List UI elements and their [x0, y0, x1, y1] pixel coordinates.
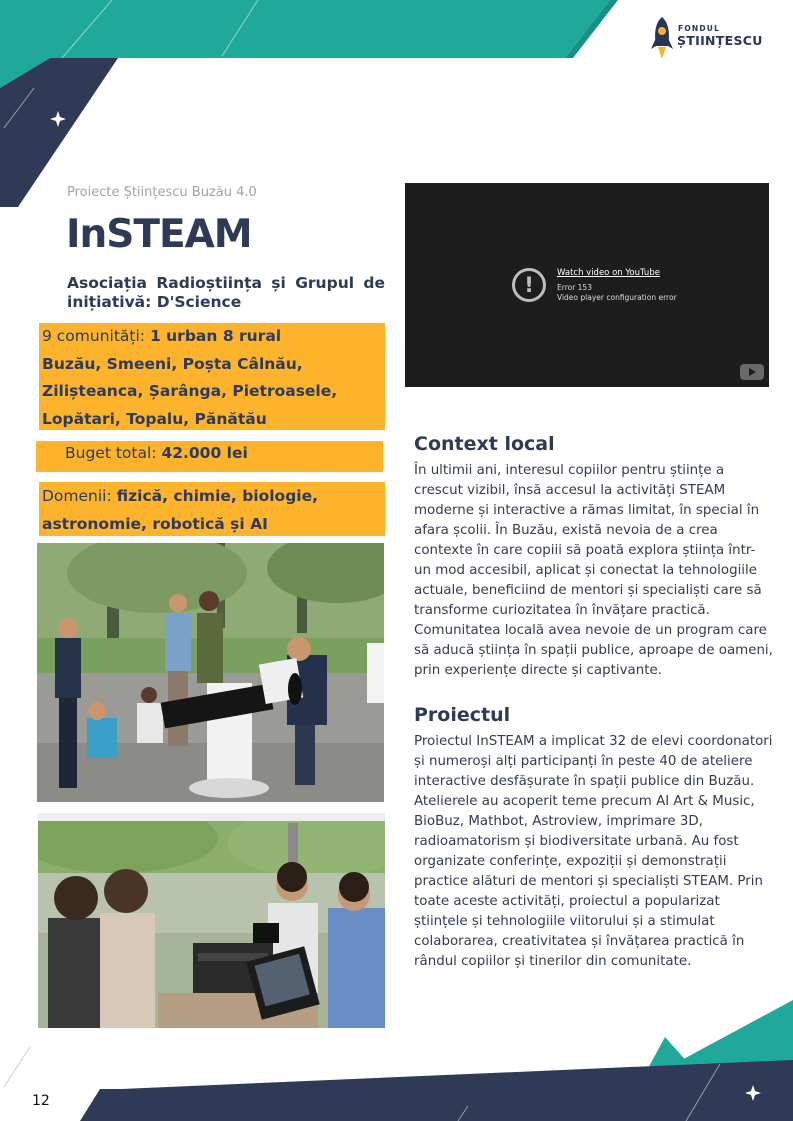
project-line: Proiectul InSTEAM a implicat 32 de elevi coordonatori — [414, 734, 773, 749]
project-line: și numeroși alți participanți în peste 40 de ateliere — [414, 754, 753, 769]
context-line: crescut vizibil, însă accesul la activități STEAM — [414, 483, 726, 498]
context-paragraph — [414, 461, 774, 681]
page-title: InSTEAM — [66, 212, 252, 257]
context-line: În ultimii ani, interesul copiilor pentru științe a — [414, 463, 725, 478]
communities-summary — [42, 323, 382, 351]
communities-label: 9 comunități: — [42, 327, 150, 345]
communities-line: Buzău, Smeeni, Poșta Câlnău, — [42, 354, 303, 373]
page-kicker: Proiecte Științescu Buzău 4.0 — [67, 185, 257, 200]
domains-value-2: astronomie, robotică și AI — [42, 515, 268, 533]
context-line: contexte în care copiii să poată explora știința într- — [414, 543, 756, 558]
project-line: interactive desfășurate în spații publice din Buzău. — [414, 774, 755, 789]
logo-text-main: ȘTIINȚESCU — [677, 33, 763, 48]
domains-line-1 — [42, 482, 382, 510]
project-line: toate aceste activități, proiectul a popularizat — [414, 894, 720, 909]
project-line: colaborarea, creativitatea și învățarea practică în — [414, 934, 745, 949]
context-line: actuale, beneficiind de mentori și specialiști care să — [414, 583, 762, 598]
project-paragraph — [414, 732, 774, 972]
project-line: Atelierele au acoperit teme precum AI Art & Music, — [414, 794, 755, 809]
logo-text-top: FONDUL — [678, 24, 721, 33]
organization-name: Asociația Radioștiința și Grupul de inițiativă: D'Science — [67, 274, 385, 311]
video-error-code: Error 153 — [557, 283, 592, 292]
context-line: afara școlii. În Buzău, există nevoia de a crea — [414, 523, 718, 538]
deco-line — [4, 1047, 30, 1087]
domains-box — [39, 482, 385, 536]
context-line: să aducă știința în spații publice, aproape de oameni, — [414, 643, 773, 658]
context-line: transforme curiozitatea în învățare practică. — [414, 603, 710, 618]
project-line: BioBuz, Mathbot, Astroview, imprimare 3D, — [414, 814, 703, 829]
watch-on-youtube-link[interactable]: Watch video on YouTube — [557, 268, 660, 278]
context-line: un mod accesibil, aplicat și conectat la tehnologiile — [414, 563, 757, 578]
youtube-logo-icon[interactable] — [740, 364, 764, 380]
budget-label: Buget total: — [65, 444, 162, 462]
project-heading: Proiectul — [414, 704, 511, 726]
page-number: 12 — [32, 1093, 50, 1109]
rocket-icon — [650, 16, 674, 60]
context-heading: Context local — [414, 433, 555, 455]
project-line: practice alături de mentori și specialiști STEAM. Prin — [414, 874, 763, 889]
context-line: prin experiențe directe și captivante. — [414, 663, 662, 678]
error-icon: ! — [512, 268, 546, 302]
communities-line: Lopătari, Topalu, Pănătău — [42, 409, 267, 428]
project-line: rândul copiilor și tinerilor din comunitate. — [414, 954, 692, 969]
project-line: organizate conferințe, expoziții și demonstrații — [414, 854, 727, 869]
communities-value: 1 urban 8 rural — [149, 327, 282, 345]
communities-box — [39, 323, 385, 430]
budget-box — [36, 441, 383, 472]
context-line: Comunitatea locală avea nevoie de un program care — [414, 623, 767, 638]
domains-label: Domenii: — [42, 487, 117, 505]
telescope-activity-photo — [37, 543, 384, 802]
fondul-stiintescu-logo — [650, 16, 770, 62]
video-error-message: Video player configuration error — [557, 293, 677, 302]
bottom-navy-band-base — [80, 1089, 700, 1121]
radio-activity-photo — [38, 813, 385, 1028]
youtube-embed[interactable] — [405, 183, 769, 387]
context-line: moderne și interactive a rămas limitat, în special în — [414, 503, 760, 518]
domains-value-1: fizică, chimie, biologie, — [116, 487, 319, 505]
budget-value: 42.000 lei — [161, 444, 248, 462]
project-line: radioamatorism și biodiversitate urbană. Au fost — [414, 834, 739, 849]
project-line: științele și tehnologiile viitorului și a stimulat — [414, 914, 715, 929]
communities-line: Ziliștеanca, Șarânga, Pietroasele, — [42, 382, 338, 400]
